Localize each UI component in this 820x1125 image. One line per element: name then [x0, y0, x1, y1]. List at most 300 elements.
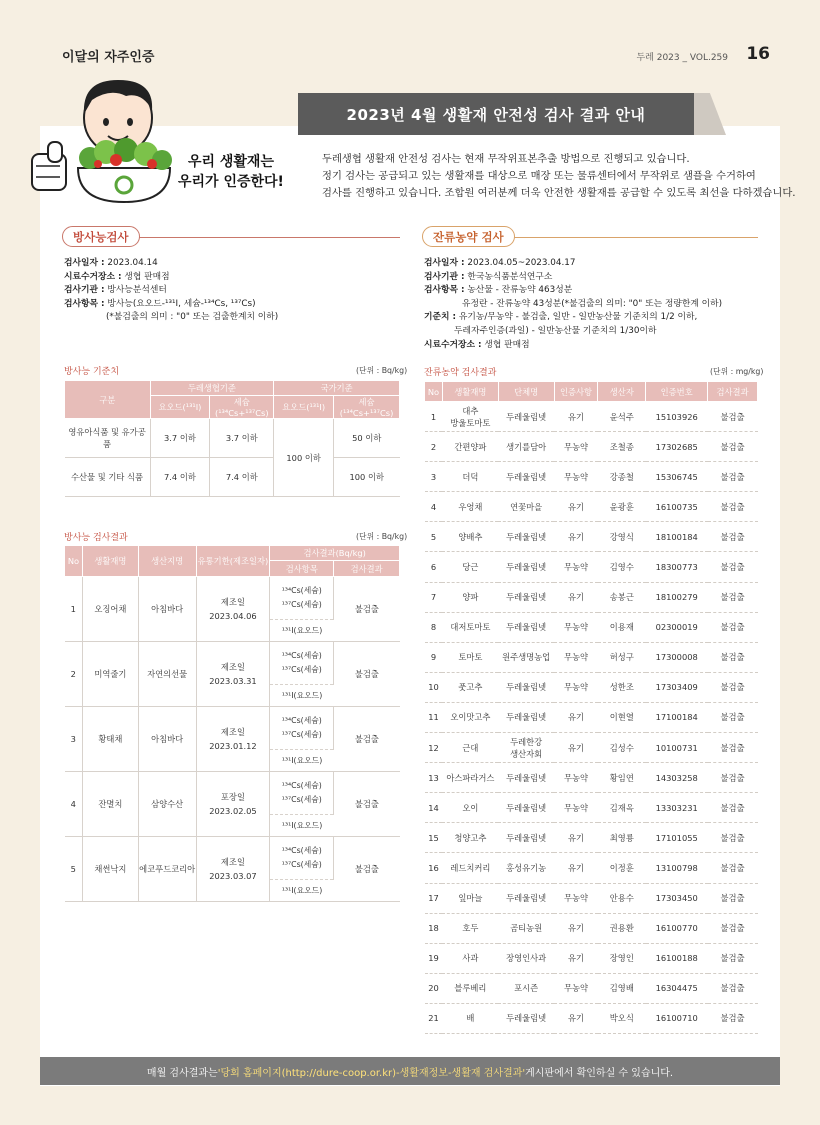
table-row	[425, 733, 758, 763]
pest-cert: 유기	[554, 823, 598, 853]
pest-result: 불검출	[708, 733, 758, 763]
res-origin: 에코푸드코리아	[138, 837, 196, 902]
res-item-i: ¹³¹I(요오드)	[270, 750, 334, 772]
pest-cert: 무농약	[554, 793, 598, 823]
pesticide-result-unit: (단위 : mg/kg)	[710, 367, 764, 376]
res-result: 불검출	[334, 772, 400, 837]
pest-result: 불검출	[708, 702, 758, 732]
res-item-cs	[270, 577, 334, 620]
res-result: 불검출	[334, 642, 400, 707]
intro-line1: 두레생협 생활재 안전성 검사는 현재 무작위표본추출 방법으로 진행되고 있습니다.	[322, 153, 690, 165]
res-expiry-date: 2023.04.06	[209, 611, 257, 621]
pesticide-info	[424, 257, 722, 352]
res-expiry-type: 포장일	[220, 792, 245, 802]
res-item-cs134: ¹³⁴Cs(세슘)	[281, 716, 322, 725]
pest-h-cert-no: 인증번호	[646, 382, 708, 402]
table-row	[425, 552, 758, 582]
pest-cert: 무농약	[554, 672, 598, 702]
res-expiry-date: 2023.03.31	[209, 676, 257, 686]
pest-h-name: 생활재명	[442, 382, 498, 402]
pest-cert: 유기	[554, 492, 598, 522]
pest-cert: 유기	[554, 402, 598, 432]
pest-group: 두레울림넷	[498, 462, 554, 492]
pest-h-producer: 생산자	[598, 382, 646, 402]
pest-group: 두레울림넷	[498, 522, 554, 552]
pest-name: 풋고추	[442, 672, 498, 702]
pest-no: 13	[425, 763, 443, 793]
res-h-name: 생활재명	[82, 546, 138, 577]
pest-result: 불검출	[708, 552, 758, 582]
pest-h-result: 검사결과	[708, 382, 758, 402]
pest-cert-no: 17302685	[646, 432, 708, 462]
pest-producer: 성한조	[598, 672, 646, 702]
pest-name: 청양고추	[442, 823, 498, 853]
pest-name: 블루베리	[442, 973, 498, 1003]
standard-unit: (단위 : Bq/kg)	[356, 366, 408, 375]
pest-result: 불검출	[708, 522, 758, 552]
pest-result: 불검출	[708, 823, 758, 853]
pest-result: 불검출	[708, 492, 758, 522]
std-h-dure: 두레생협기준	[150, 381, 274, 396]
pesticide-date-label: 검사일자 :	[424, 258, 465, 268]
pest-cert-no: 15103926	[646, 402, 708, 432]
res-expiry	[196, 577, 270, 642]
pest-cert-no: 10100731	[646, 733, 708, 763]
table-row	[65, 419, 400, 458]
pest-producer: 김영배	[598, 973, 646, 1003]
res-item-i: ¹³¹I(요오드)	[270, 685, 334, 707]
table-row	[65, 458, 400, 497]
res-item-cs137: ¹³⁷Cs(세슘)	[281, 600, 322, 609]
pest-cert: 무농약	[554, 462, 598, 492]
res-item-cs134: ¹³⁴Cs(세슘)	[281, 586, 322, 595]
pest-result: 불검출	[708, 612, 758, 642]
res-item-cs	[270, 642, 334, 685]
res-item-i: ¹³¹I(요오드)	[270, 880, 334, 902]
res-item-i: ¹³¹I(요오드)	[270, 620, 334, 642]
pest-producer: 윤광훈	[598, 492, 646, 522]
table-row	[65, 642, 400, 685]
title-banner	[298, 93, 718, 135]
table-row	[425, 522, 758, 552]
pest-cert: 무농약	[554, 973, 598, 1003]
radiation-date: 2023.04.14	[107, 258, 158, 268]
pest-result: 불검출	[708, 402, 758, 432]
res-no: 3	[65, 707, 83, 772]
res-name: 잔멸치	[82, 772, 138, 837]
std-cat-1: 영유아식품 및 유가공품	[65, 419, 151, 458]
res-origin: 삼양수산	[138, 772, 196, 837]
res-item-cs	[270, 837, 334, 880]
pest-name: 간편양파	[442, 432, 498, 462]
pest-no: 10	[425, 672, 443, 702]
pest-producer: 송봉근	[598, 582, 646, 612]
pest-result: 불검출	[708, 462, 758, 492]
pest-producer: 이현열	[598, 702, 646, 732]
pesticide-std-label: 기준치 :	[424, 312, 457, 323]
res-expiry-date: 2023.02.05	[209, 806, 257, 816]
pest-group: 두레울림넷	[498, 823, 554, 853]
pesticide-place-label: 시료수거장소 :	[424, 339, 482, 350]
pest-no: 15	[425, 823, 443, 853]
std-nat-cs-1: 50 이하	[334, 419, 400, 458]
table-row	[425, 492, 758, 522]
pesticide-org-label: 검사기관 :	[424, 271, 465, 282]
pest-no: 14	[425, 793, 443, 823]
pest-cert: 무농약	[554, 432, 598, 462]
std-dure-cs-2: 7.4 이하	[210, 458, 274, 497]
pest-cert: 유기	[554, 913, 598, 943]
pest-cert: 유기	[554, 943, 598, 973]
pest-group: 두레울림넷	[498, 402, 554, 432]
pest-result: 불검출	[708, 883, 758, 913]
pest-cert-no: 13303231	[646, 793, 708, 823]
pesticide-result-table	[424, 381, 758, 1034]
res-item-cs137: ¹³⁷Cs(세슘)	[281, 730, 322, 739]
pest-cert-no: 18100184	[646, 522, 708, 552]
pest-group: 두레울림넷	[498, 582, 554, 612]
res-h-group: 검사결과(Bq/kg)	[270, 546, 400, 561]
pest-result: 불검출	[708, 973, 758, 1003]
res-h-item: 검사항목	[270, 561, 334, 577]
res-item-cs137: ¹³⁷Cs(세슘)	[281, 795, 322, 804]
pest-no: 1	[425, 402, 443, 432]
page-number: 16	[746, 44, 770, 64]
res-name: 미역줄기	[82, 642, 138, 707]
pest-producer: 김영수	[598, 552, 646, 582]
radiation-org: 방사능분석센터	[107, 285, 167, 296]
std-h-nat-iodine: 요오드(¹³¹I)	[274, 396, 334, 419]
pest-no: 8	[425, 612, 443, 642]
pesticide-result-body	[425, 402, 758, 1034]
pest-producer: 이용재	[598, 612, 646, 642]
radiation-info	[64, 257, 278, 325]
pest-cert: 유기	[554, 853, 598, 883]
pest-group: 포시즌	[498, 973, 554, 1003]
pest-cert-no: 18300773	[646, 552, 708, 582]
pest-producer: 최영룡	[598, 823, 646, 853]
res-origin: 아침바다	[138, 577, 196, 642]
res-item-cs	[270, 707, 334, 750]
pest-name: 우엉채	[442, 492, 498, 522]
pest-group: 두레울림넷	[498, 552, 554, 582]
slogan-line2: 우리가 인증한다!	[178, 174, 284, 190]
table-row	[425, 462, 758, 492]
radiation-place: 생협 판매점	[124, 271, 170, 282]
pest-cert-no: 16100735	[646, 492, 708, 522]
pest-group: 곰티농원	[498, 913, 554, 943]
pest-result: 불검출	[708, 853, 758, 883]
pest-no: 19	[425, 943, 443, 973]
footer-text-before: 매월 검사결과는	[146, 1067, 218, 1079]
pest-cert: 유기	[554, 582, 598, 612]
intro-text	[322, 151, 796, 202]
pest-no: 9	[425, 642, 443, 672]
intro-line2: 정기 검사는 공급되고 있는 생활재를 대상으로 매장 또는 물류센터에서 무작위로 샘플을 수거하여	[322, 170, 756, 182]
table-row	[425, 612, 758, 642]
intro-line3: 검사를 진행하고 있습니다. 조합원 여러분께 더욱 안전한 생활재를 공급할 수 있도록 최선을 다하겠습니다.	[322, 187, 796, 199]
pest-result: 불검출	[708, 793, 758, 823]
res-expiry	[196, 642, 270, 707]
pest-name: 근대	[442, 733, 498, 763]
standard-title: 방사능 기준치	[64, 367, 120, 377]
res-no: 4	[65, 772, 83, 837]
pest-group: 연꽃마을	[498, 492, 554, 522]
pest-name: 오이맛고추	[442, 702, 498, 732]
std-h-dure-cesium: 세슘(¹³⁴Cs+¹³⁷Cs)	[210, 396, 274, 419]
pest-result: 불검출	[708, 943, 758, 973]
pest-group: 두레울림넷	[498, 763, 554, 793]
pest-no: 12	[425, 733, 443, 763]
radiation-date-label: 검사일자 :	[64, 258, 105, 268]
pest-producer: 김성수	[598, 733, 646, 763]
pest-no: 18	[425, 913, 443, 943]
pesticide-items: 농산물 - 잔류농약 463성분	[467, 285, 573, 296]
pest-group: 홍성유기농	[498, 853, 554, 883]
pest-h-no: No	[425, 382, 443, 402]
pest-producer: 장영인	[598, 943, 646, 973]
res-result: 불검출	[334, 837, 400, 902]
pest-result: 불검출	[708, 582, 758, 612]
pest-group: 장영인사과	[498, 943, 554, 973]
pest-result: 불검출	[708, 672, 758, 702]
pest-cert-no: 18100279	[646, 582, 708, 612]
table-row	[425, 973, 758, 1003]
pest-group: 두레울림넷	[498, 612, 554, 642]
pest-cert-no: 17100184	[646, 702, 708, 732]
pest-producer: 권용환	[598, 913, 646, 943]
pest-name: 토마토	[442, 642, 498, 672]
pest-no: 16	[425, 853, 443, 883]
pest-group: 두레울림넷	[498, 672, 554, 702]
res-origin: 자연의선물	[138, 642, 196, 707]
pest-result: 불검출	[708, 432, 758, 462]
std-dure-i-2: 7.4 이하	[150, 458, 210, 497]
table-row	[425, 763, 758, 793]
res-expiry-type: 제조일	[220, 727, 245, 737]
pest-name: 잎마늘	[442, 883, 498, 913]
res-expiry	[196, 772, 270, 837]
pesticide-date: 2023.04.05~2023.04.17	[467, 258, 576, 268]
issue-info: 두레 2023 _ VOL.259	[636, 53, 728, 63]
pest-cert: 무농약	[554, 763, 598, 793]
pest-h-group: 단체명	[498, 382, 554, 402]
table-row	[65, 707, 400, 750]
res-item-cs134: ¹³⁴Cs(세슘)	[281, 846, 322, 855]
res-h-result: 검사결과	[334, 561, 400, 577]
pest-producer: 황임연	[598, 763, 646, 793]
pest-no: 17	[425, 883, 443, 913]
pest-cert: 유기	[554, 702, 598, 732]
res-name: 오징어채	[82, 577, 138, 642]
pest-no: 3	[425, 462, 443, 492]
table-row	[425, 913, 758, 943]
res-result: 불검출	[334, 707, 400, 772]
res-item-cs134: ¹³⁴Cs(세슘)	[281, 651, 322, 660]
pest-cert-no: 17101055	[646, 823, 708, 853]
pest-cert-no: 17303409	[646, 672, 708, 702]
table-row	[65, 577, 400, 620]
radiation-pill: 방사능검사	[62, 226, 140, 247]
pest-result: 불검출	[708, 1003, 758, 1033]
pest-name: 양파	[442, 582, 498, 612]
pest-no: 4	[425, 492, 443, 522]
pest-producer: 윤석주	[598, 402, 646, 432]
pest-no: 11	[425, 702, 443, 732]
std-h-nat-cesium: 세슘(¹³⁴Cs+¹³⁷Cs)	[334, 396, 400, 419]
standard-table	[64, 380, 400, 497]
pest-cert-no: 16100770	[646, 913, 708, 943]
footer-notice	[40, 1057, 780, 1085]
section-label: 이달의 자주인증	[62, 50, 155, 65]
footer-text-after: 게시판에서 확인하실 수 있습니다.	[525, 1067, 674, 1079]
table-row	[425, 853, 758, 883]
res-name: 황태채	[82, 707, 138, 772]
pest-cert: 유기	[554, 1003, 598, 1033]
res-expiry-type: 제조일	[220, 597, 245, 607]
table-row	[425, 432, 758, 462]
pest-no: 21	[425, 1003, 443, 1033]
pesticide-place: 생협 판매점	[484, 339, 530, 350]
std-nat-i-shared: 100 이하	[274, 419, 334, 497]
pest-result: 불검출	[708, 913, 758, 943]
pest-cert: 유기	[554, 522, 598, 552]
std-h-dure-iodine: 요오드(¹³¹I)	[150, 396, 210, 419]
res-expiry-date: 2023.01.12	[209, 741, 257, 751]
res-h-origin: 생산지명	[138, 546, 196, 577]
res-item-cs134: ¹³⁴Cs(세슘)	[281, 781, 322, 790]
result-title: 방사능 검사결과	[64, 533, 128, 543]
pest-cert: 무농약	[554, 642, 598, 672]
pest-producer: 안용수	[598, 883, 646, 913]
pest-no: 20	[425, 973, 443, 1003]
res-expiry-type: 제조일	[220, 662, 245, 672]
pest-producer: 김재옥	[598, 793, 646, 823]
pest-name: 양배추	[442, 522, 498, 552]
radiation-result-table	[64, 545, 400, 902]
table-row	[425, 883, 758, 913]
pesticide-items-label: 검사항목 :	[424, 285, 465, 296]
pest-group: 원주생명농업	[498, 642, 554, 672]
res-expiry-type: 제조일	[220, 857, 245, 867]
pest-group: 두레울림넷	[498, 702, 554, 732]
res-item-i: ¹³¹I(요오드)	[270, 815, 334, 837]
res-expiry-date: 2023.03.07	[209, 871, 257, 881]
pest-producer: 강영식	[598, 522, 646, 552]
pest-name: 레드치커리	[442, 853, 498, 883]
table-row	[65, 772, 400, 815]
pest-no: 5	[425, 522, 443, 552]
res-no: 1	[65, 577, 83, 642]
pest-cert-no: 17303450	[646, 883, 708, 913]
banner-title: 2023년 4월 생활재 안전성 검사 결과 안내	[298, 93, 694, 135]
pest-h-cert: 인증사항	[554, 382, 598, 402]
pesticide-org: 한국농식품분석연구소	[467, 271, 553, 282]
pest-cert-no: 16304475	[646, 973, 708, 1003]
pest-producer: 강종철	[598, 462, 646, 492]
pest-cert: 무농약	[554, 552, 598, 582]
res-h-expiry: 유통기한(제조일자)	[196, 546, 270, 577]
res-expiry	[196, 837, 270, 902]
table-row	[65, 837, 400, 880]
pest-name: 배	[442, 1003, 498, 1033]
radiation-note: (*불검출의 의미 : "0" 또는 검출한계치 이하)	[106, 312, 279, 323]
slogan-line1: 우리 생활재는	[187, 154, 274, 170]
std-dure-cs-1: 3.7 이하	[210, 419, 274, 458]
pest-producer: 허성구	[598, 642, 646, 672]
pest-group: 두레울림넷	[498, 1003, 554, 1033]
pesticide-std: 유기농/무농약 - 불검출, 일반 - 일반농산물 기준치의 1/2 이하,	[458, 312, 698, 323]
res-name: 채썬낙지	[82, 837, 138, 902]
table-row	[425, 672, 758, 702]
pest-group: 두레한강 생산자회	[498, 733, 554, 763]
pest-name: 당근	[442, 552, 498, 582]
table-row	[425, 642, 758, 672]
res-h-no: No	[65, 546, 83, 577]
radiation-org-label: 검사기관 :	[64, 285, 105, 296]
pest-name: 대추 방울토마토	[442, 402, 498, 432]
table-row	[425, 582, 758, 612]
std-h-category: 구분	[65, 381, 151, 419]
res-result: 불검출	[334, 577, 400, 642]
pest-producer: 박오식	[598, 1003, 646, 1033]
pest-cert: 무농약	[554, 883, 598, 913]
pest-producer: 조철종	[598, 432, 646, 462]
pest-cert: 무농약	[554, 612, 598, 642]
pesticide-items-2: 유정란 - 잔류농약 43성분(*불검출의 의미: "0" 또는 정량한계 이하)	[462, 298, 723, 309]
pest-result: 불검출	[708, 642, 758, 672]
pest-name: 사과	[442, 943, 498, 973]
slogan	[178, 152, 284, 192]
pest-cert-no: 15306745	[646, 462, 708, 492]
radiation-items: 방사능(요오드-¹³¹I, 세슘-¹³⁴Cs, ¹³⁷Cs)	[107, 298, 256, 309]
pest-group: 두레울림넷	[498, 883, 554, 913]
std-nat-cs-2: 100 이하	[334, 458, 400, 497]
std-h-national: 국가기준	[274, 381, 400, 396]
pest-group: 생기를담아	[498, 432, 554, 462]
pest-name: 대저토마토	[442, 612, 498, 642]
pest-cert-no: 16100710	[646, 1003, 708, 1033]
pest-name: 아스파라거스	[442, 763, 498, 793]
table-row	[425, 793, 758, 823]
footer-highlight: '당회 홈페이지(http://dure-coop.or.kr)-생활재정보-생활재 검사결과'	[217, 1067, 526, 1079]
res-expiry	[196, 707, 270, 772]
pest-group: 두레울림넷	[498, 793, 554, 823]
res-item-cs137: ¹³⁷Cs(세슘)	[281, 665, 322, 674]
pesticide-pill: 잔류농약 검사	[422, 226, 515, 247]
radiation-items-label: 검사항목 :	[64, 298, 105, 309]
res-no: 2	[65, 642, 83, 707]
table-row	[425, 823, 758, 853]
table-row	[425, 943, 758, 973]
pest-result: 불검출	[708, 763, 758, 793]
pesticide-std-2: 두레자주인증(과일) - 일반농산물 기준치의 1/30이하	[454, 325, 657, 336]
pest-cert-no: 02300019	[646, 612, 708, 642]
pest-cert: 유기	[554, 733, 598, 763]
pesticide-result-title: 잔류농약 검사결과	[424, 368, 497, 378]
res-origin: 아침바다	[138, 707, 196, 772]
table-row	[425, 402, 758, 432]
res-no: 5	[65, 837, 83, 902]
std-dure-i-1: 3.7 이하	[150, 419, 210, 458]
pest-no: 7	[425, 582, 443, 612]
pest-name: 오이	[442, 793, 498, 823]
pest-producer: 이정훈	[598, 853, 646, 883]
std-cat-2: 수산물 및 기타 식품	[65, 458, 151, 497]
pest-cert-no: 13100798	[646, 853, 708, 883]
table-row	[425, 1003, 758, 1033]
res-item-cs137: ¹³⁷Cs(세슘)	[281, 860, 322, 869]
